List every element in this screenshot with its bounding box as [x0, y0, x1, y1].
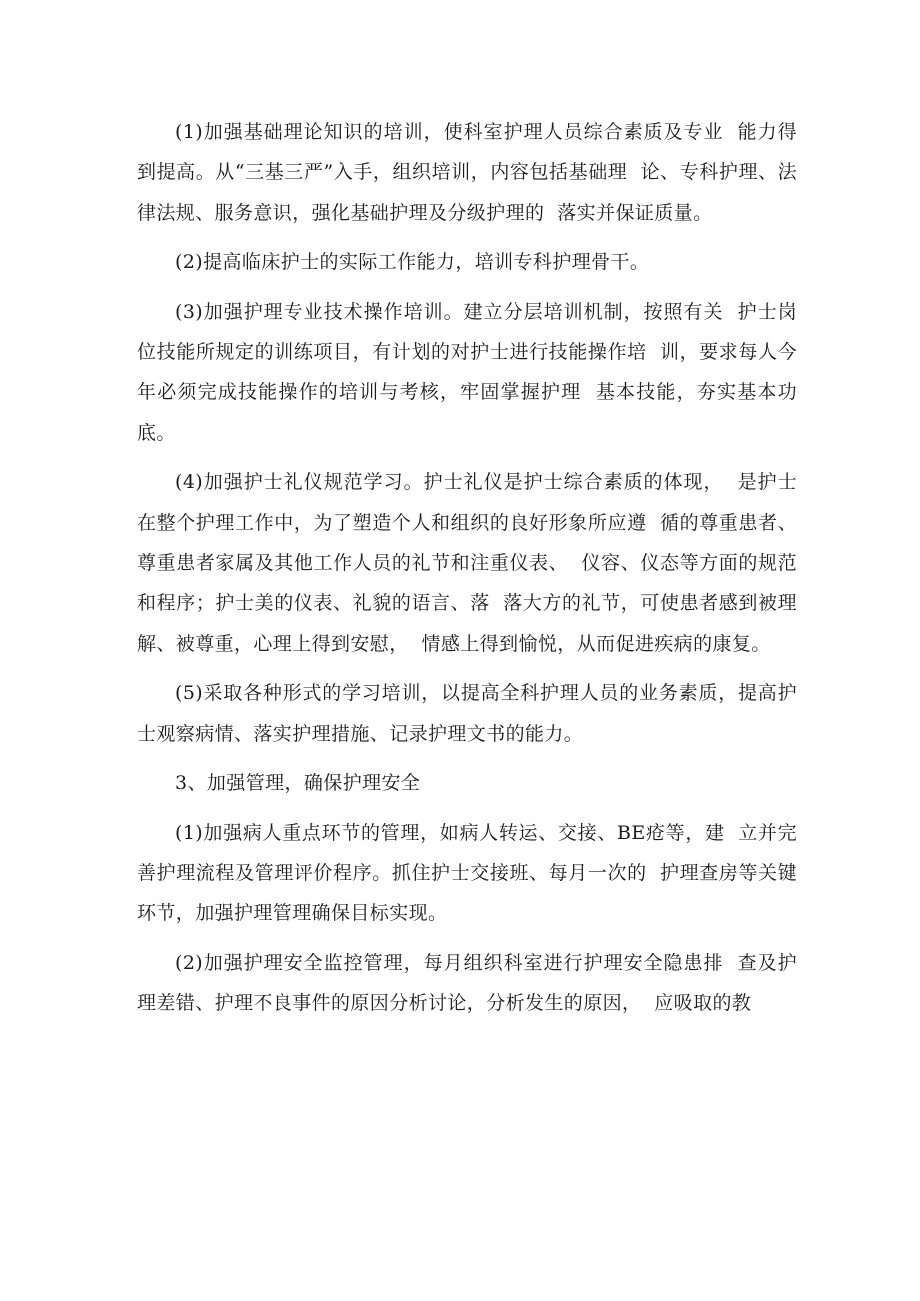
paragraph-various-training: (5)采取各种形式的学习培训，以提高全科护理人员的业务素质，提高护士观察病情、落实护理措施、记录护理文书的能力。: [137, 682, 797, 745]
paragraph-etiquette: (4)加强护士礼仪规范学习。护士礼仪是护士综合素质的体现， 是护士在整个护理工作中，为了塑造个人和组织的良好形象所应遵 循的尊重患者、尊重患者家属及其他工作人员的礼节和注重仪表、 仪容、仪态等方面的规范和程序；护士美的仪表、礼貌的语言、落 落大方的礼节，可使患者感到被理解、被尊重，心理上得到安慰， 情感上得到愉悦，从而促进疾病的康复。: [137, 471, 797, 655]
document-body: [137, 112, 797, 1033]
paragraph-clinical-ability: (2)提高临床护士的实际工作能力，培训专科护理骨干。: [175, 251, 650, 274]
paragraph-training-basic-theory: (1)加强基础理论知识的培训，使科室护理人员综合素质及专业 能力得到提高。从“三基三严”入手，组织培训，内容包括基础理 论、专科护理、法律法规、服务意识，强化基础护理及分级护理的 落实并保证质量。: [137, 121, 797, 224]
paragraph-skill-training: (3)加强护理专业技术操作培训。建立分层培训机制，按照有关 护士岗位技能所规定的训练项目，有计划的对护士进行技能操作培 训，要求每人今年必须完成技能操作的培训与考核，牢固掌握护理 基本技能，夯实基本功底。: [137, 300, 797, 444]
section-heading-safety: 3、加强管理，确保护理安全: [175, 772, 421, 795]
paragraph-safety-monitoring: (2)加强护理安全监控管理，每月组织科室进行护理安全隐患排 查及护理差错、护理不良事件的原因分析讨论，分析发生的原因， 应吸取的教: [137, 951, 797, 1015]
paragraph-key-links: (1)加强病人重点环节的管理，如病人转运、交接、BE疮等，建 立并完善护理流程及管理评价程序。抓住护士交接班、每月一次的 护理查房等关键环节，加强护理管理确保目标实现。: [137, 821, 797, 925]
